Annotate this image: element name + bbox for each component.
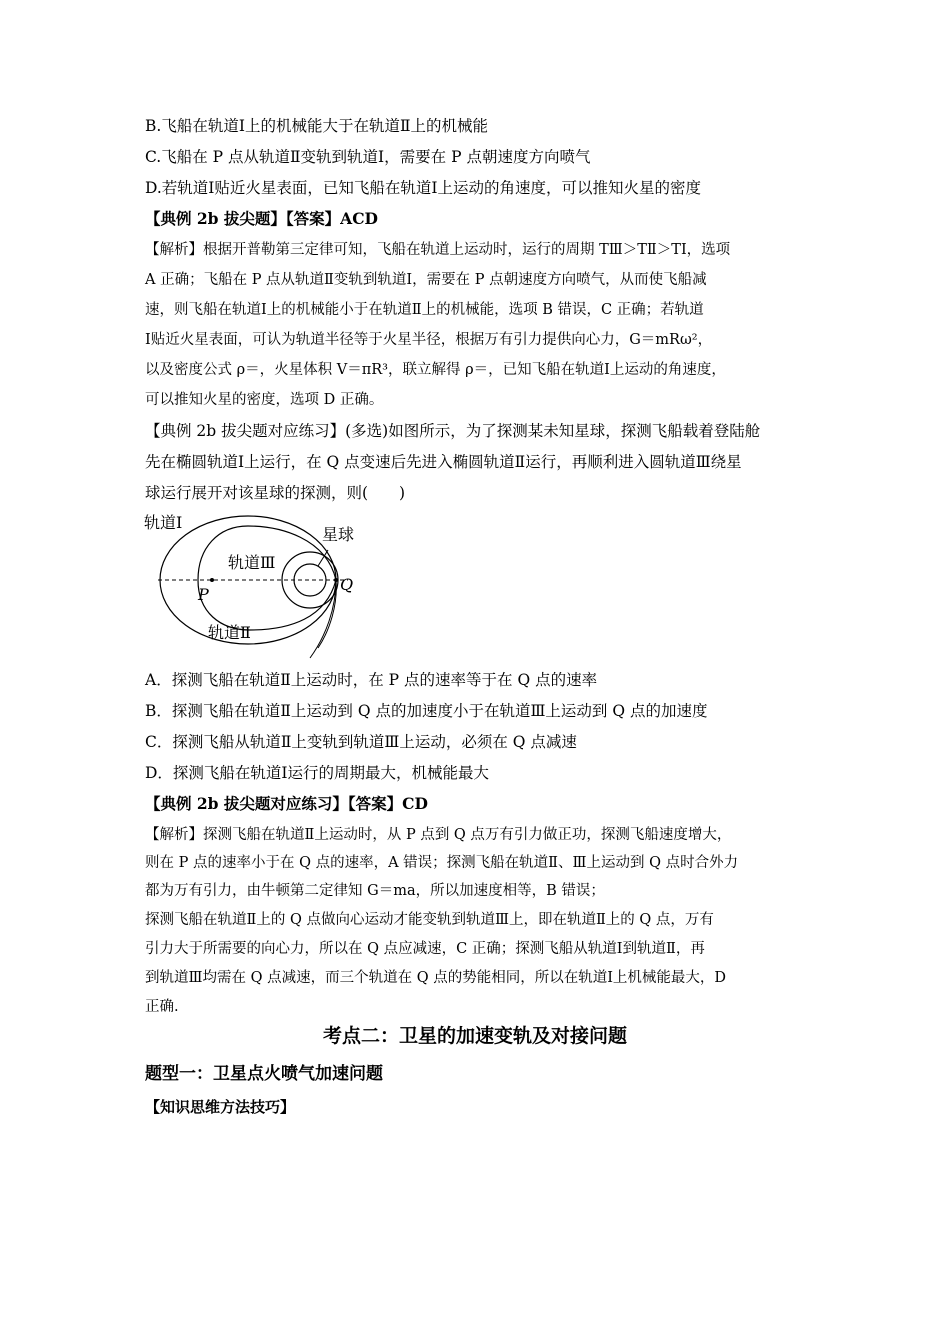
label-point-p: P xyxy=(198,585,209,604)
analysis-line: 都为万有引力，由牛顿第二定律知 G＝ma，所以加速度相等，B 错误； xyxy=(145,883,605,899)
label-orbit-3: 轨道Ⅲ xyxy=(228,553,276,572)
tips-heading: 【知识思维方法技巧】 xyxy=(145,1098,296,1116)
question-line: 球运行展开对该星球的探测，则( ) xyxy=(145,484,406,502)
orbit-diagram xyxy=(140,508,380,660)
analysis-line: 正确. xyxy=(145,999,179,1015)
option-c: C.飞船在 P 点从轨道Ⅱ变轨到轨道Ⅰ，需要在 P 点朝速度方向喷气 xyxy=(145,148,591,166)
analysis-line: A 正确；飞船在 P 点从轨道Ⅱ变轨到轨道Ⅰ，需要在 P 点朝速度方向喷气，从而使飞船减 xyxy=(145,272,707,288)
analysis-line: 引力大于所需要的向心力，所以在 Q 点应减速，C 正确；探测飞船从轨道Ⅰ到轨道Ⅱ，再 xyxy=(145,941,705,957)
point-q-dot xyxy=(334,578,338,582)
analysis-line: 速，则飞船在轨道Ⅰ上的机械能小于在轨道Ⅱ上的机械能，选项 B 错误，C 正确；若轨道 xyxy=(145,302,704,318)
label-orbit-1: 轨道Ⅰ xyxy=(144,513,183,532)
choice-a: A．探测飞船在轨道Ⅱ上运动时，在 P 点的速率等于在 Q 点的速率 xyxy=(145,671,598,689)
orbit-2-tail xyxy=(318,580,336,648)
choice-c: C．探测飞船从轨道Ⅱ上变轨到轨道Ⅲ上运动，必须在 Q 点减速 xyxy=(145,733,577,751)
analysis-line: 可以推知火星的密度，选项 D 正确。 xyxy=(145,392,384,408)
answer-line: 【典例 2b 拔尖题】【答案】ACD xyxy=(145,209,378,228)
subsection-title: 题型一：卫星点火喷气加速问题 xyxy=(145,1064,383,1084)
analysis-line: 以及密度公式 ρ＝，火星体积 V＝πR³，联立解得 ρ＝，已知飞船在轨道Ⅰ上运动的角速度， xyxy=(145,362,726,378)
answer-line: 【典例 2b 拔尖题对应练习】【答案】CD xyxy=(145,794,428,813)
option-b: B.飞船在轨道Ⅰ上的机械能大于在轨道Ⅱ上的机械能 xyxy=(145,117,488,135)
analysis-line: 则在 P 点的速率小于在 Q 点的速率，A 错误；探测飞船在轨道Ⅱ、Ⅲ上运动到 Q 点时合外力 xyxy=(145,855,739,871)
analysis-line: Ⅰ贴近火星表面，可认为轨道半径等于火星半径，根据万有引力提供向心力，G＝mRω²， xyxy=(145,332,713,348)
orbit-2-ellipse xyxy=(198,526,336,630)
question-line: 【典例 2b 拔尖题对应练习】(多选)如图所示，为了探测某未知星球，探测飞船载着登陆舱 xyxy=(145,422,761,440)
analysis-line: 探测飞船在轨道Ⅱ上的 Q 点做向心运动才能变轨到轨道Ⅲ上，即在轨道Ⅱ上的 Q 点，万有 xyxy=(145,912,714,928)
choice-b: B．探测飞船在轨道Ⅱ上运动到 Q 点的加速度小于在轨道Ⅲ上运动到 Q 点的加速度 xyxy=(145,702,708,720)
analysis-line: 到轨道Ⅲ均需在 Q 点减速，而三个轨道在 Q 点的势能相同，所以在轨道Ⅰ上机械能最大，D xyxy=(145,970,727,986)
section-title: 考点二：卫星的加速变轨及对接问题 xyxy=(322,1025,627,1047)
analysis-line: 【解析】探测飞船在轨道Ⅱ上运动时，从 P 点到 Q 点万有引力做正功，探测飞船速度增大， xyxy=(145,827,732,843)
point-p-dot xyxy=(210,578,214,582)
label-planet: 星球 xyxy=(322,525,355,544)
label-orbit-2: 轨道Ⅱ xyxy=(208,623,251,642)
choice-d: D．探测飞船在轨道Ⅰ运行的周期最大，机械能最大 xyxy=(145,764,490,782)
analysis-line: 【解析】根据开普勒第三定律可知，飞船在轨道上运动时，运行的周期 TⅢ＞TⅡ＞TⅠ，选项 xyxy=(145,242,731,258)
label-point-q: Q xyxy=(340,575,354,594)
option-d: D.若轨道Ⅰ贴近火星表面，已知飞船在轨道Ⅰ上运动的角速度，可以推知火星的密度 xyxy=(145,179,702,197)
question-line: 先在椭圆轨道Ⅰ上运行，在 Q 点变速后先进入椭圆轨道Ⅱ运行，再顺利进入圆轨道Ⅲ绕星 xyxy=(145,453,742,471)
